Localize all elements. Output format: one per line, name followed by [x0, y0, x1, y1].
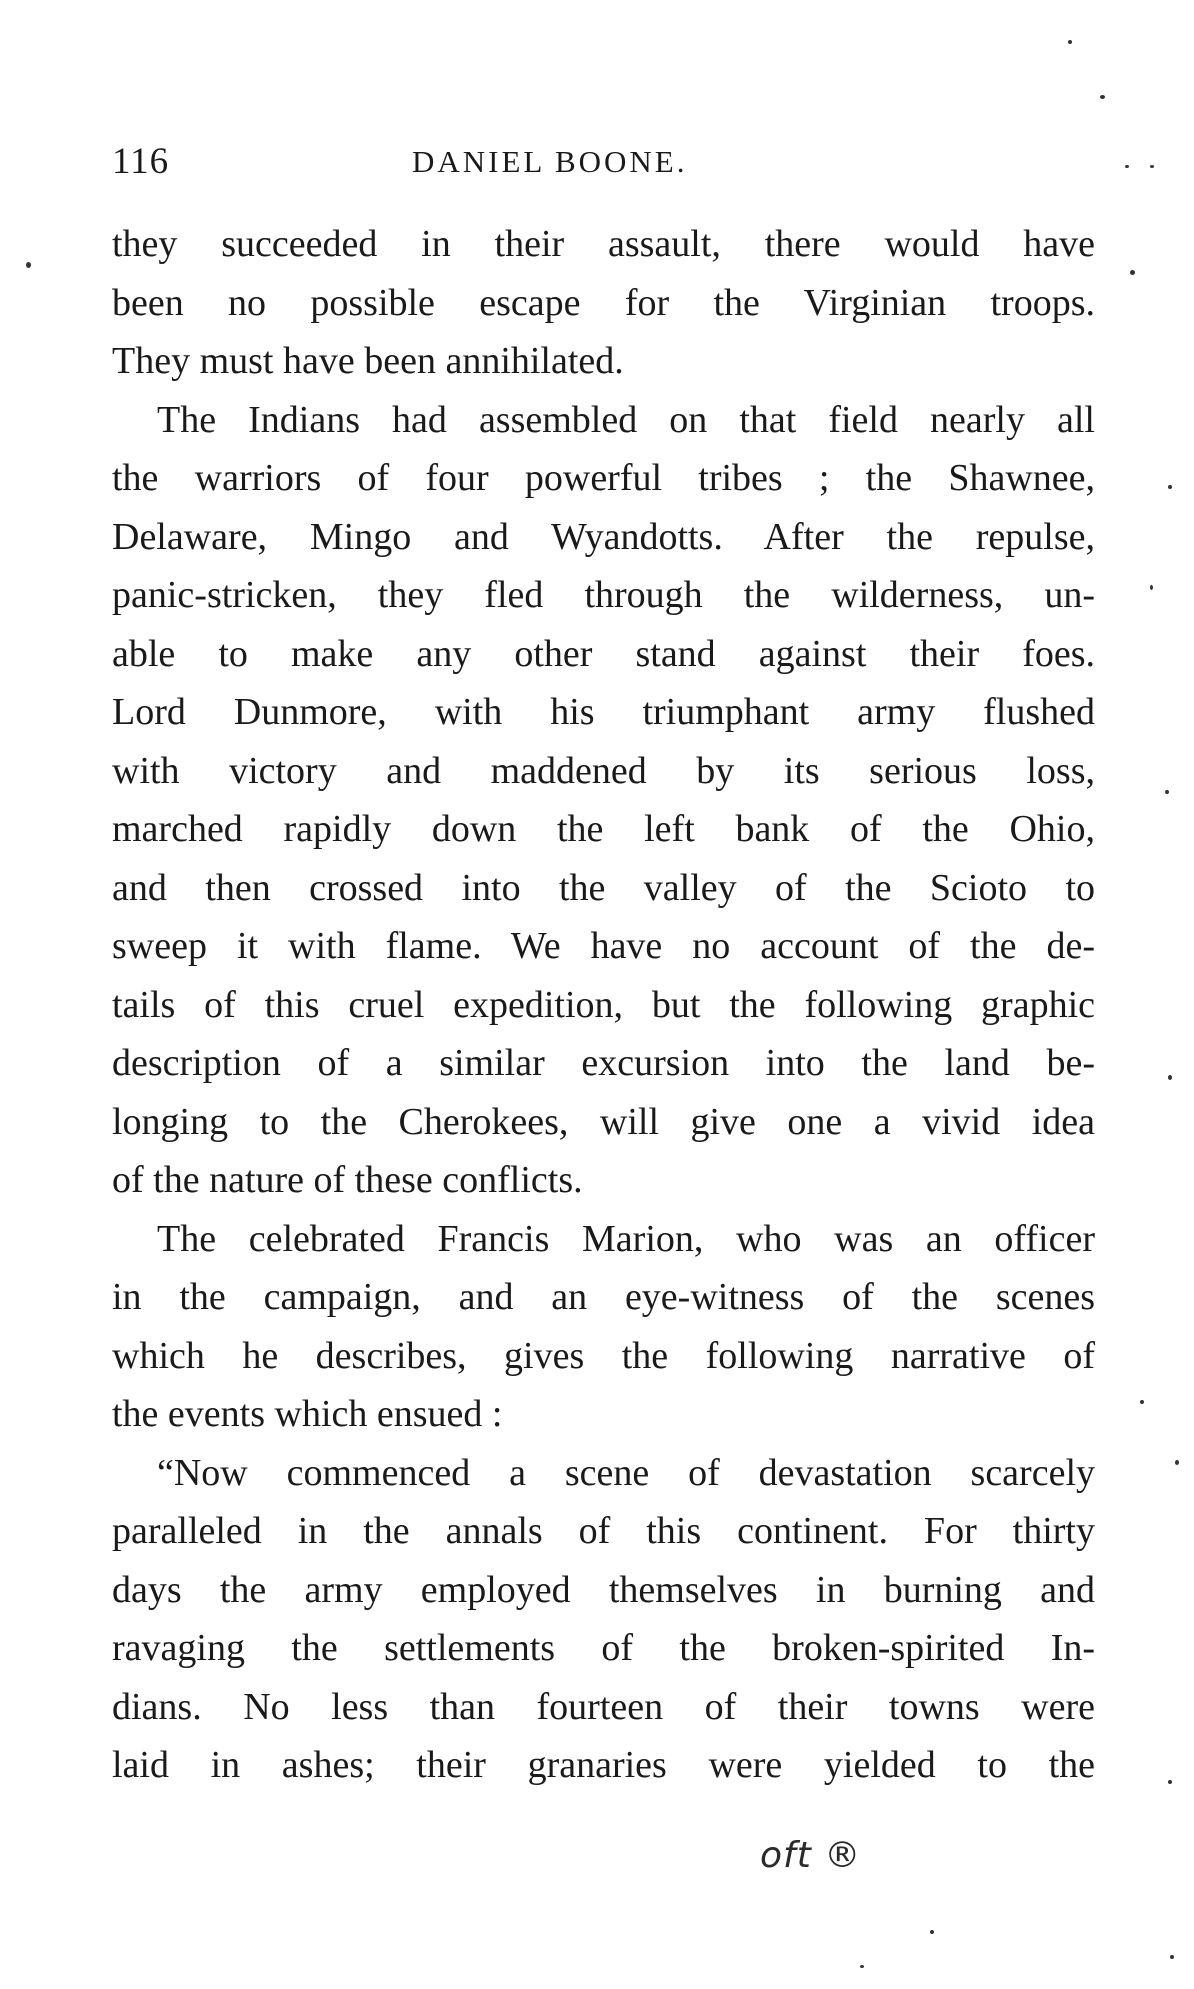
text-line: The Indians had assembled on that field nearly all [157, 398, 1095, 441]
text-line: able to make any other stand against their foes. [112, 632, 1095, 675]
text-line: “Now commenced a scene of devastation scarcely [157, 1451, 1095, 1494]
text-line: Lord Dunmore, with his triumphant army flushed [112, 691, 1095, 733]
scan-speck [1170, 1955, 1174, 1959]
body-text [112, 215, 1095, 1795]
text-line: The celebrated Francis Marion, who was an officer [157, 1217, 1095, 1260]
paragraph-4 [112, 1444, 1095, 1795]
paragraph-1 [112, 215, 1095, 391]
text-line: ravaging the settlements of the broken-spirited In- [112, 1627, 1095, 1669]
scan-speck [1168, 1075, 1172, 1080]
scan-speck [1140, 1400, 1144, 1404]
paragraph-2 [112, 391, 1095, 1210]
text-line: tails of this cruel expedition, but the following graphic [112, 983, 1095, 1026]
page-number: 116 [112, 141, 170, 182]
scan-speck [26, 262, 31, 268]
text-line: days the army employed themselves in burning and [112, 1568, 1095, 1611]
scan-watermark: oft ® [760, 1835, 862, 1876]
text-line: of the nature of these conflicts. [112, 1159, 583, 1201]
text-line: with victory and maddened by its serious loss, [112, 749, 1095, 792]
text-line: and then crossed into the valley of the Scioto to [112, 866, 1095, 909]
text-line: the warriors of four powerful tribes ; the Shawnee, [112, 457, 1095, 499]
scan-speck [1165, 790, 1169, 794]
scan-speck [1068, 40, 1072, 44]
scan-speck [1100, 95, 1105, 99]
scan-speck [860, 1965, 864, 1968]
text-line: marched rapidly down the left bank of the Ohio, [112, 808, 1095, 850]
scan-speck [1175, 1460, 1179, 1465]
text-line: in the campaign, and an eye-witness of the scenes [112, 1276, 1095, 1318]
scan-speck [1168, 1780, 1172, 1784]
page-header [112, 140, 1092, 190]
scan-speck [1150, 585, 1153, 590]
text-line: sweep it with flame. We have no account of the de- [112, 925, 1095, 967]
scan-speck [930, 1930, 934, 1934]
text-line: longing to the Cherokees, will give one a vivid idea [112, 1100, 1095, 1143]
text-line: panic-stricken, they fled through the wilderness, un- [112, 574, 1095, 616]
scan-speck [1150, 165, 1154, 168]
text-line: They must have been annihilated. [112, 340, 624, 382]
scan-speck [1168, 485, 1172, 489]
text-line: which he describes, gives the following narrative of [112, 1334, 1095, 1377]
text-line: description of a similar excursion into the land be- [112, 1042, 1095, 1084]
running-head: DANIEL BOONE. [412, 144, 688, 179]
text-line: the events which ensued : [112, 1393, 503, 1435]
text-line: laid in ashes; their granaries were yielded to the [112, 1744, 1095, 1786]
text-line: been no possible escape for the Virginian troops. [112, 281, 1095, 324]
scan-speck [1130, 270, 1135, 275]
paragraph-3 [112, 1210, 1095, 1444]
text-line: they succeeded in their assault, there would have [112, 223, 1095, 265]
text-line: Delaware, Mingo and Wyandotts. After the repulse, [112, 515, 1095, 558]
text-line: dians. No less than fourteen of their towns were [112, 1685, 1095, 1728]
text-line: paralleled in the annals of this continent. For thirty [112, 1510, 1095, 1552]
scan-speck [1125, 165, 1129, 168]
